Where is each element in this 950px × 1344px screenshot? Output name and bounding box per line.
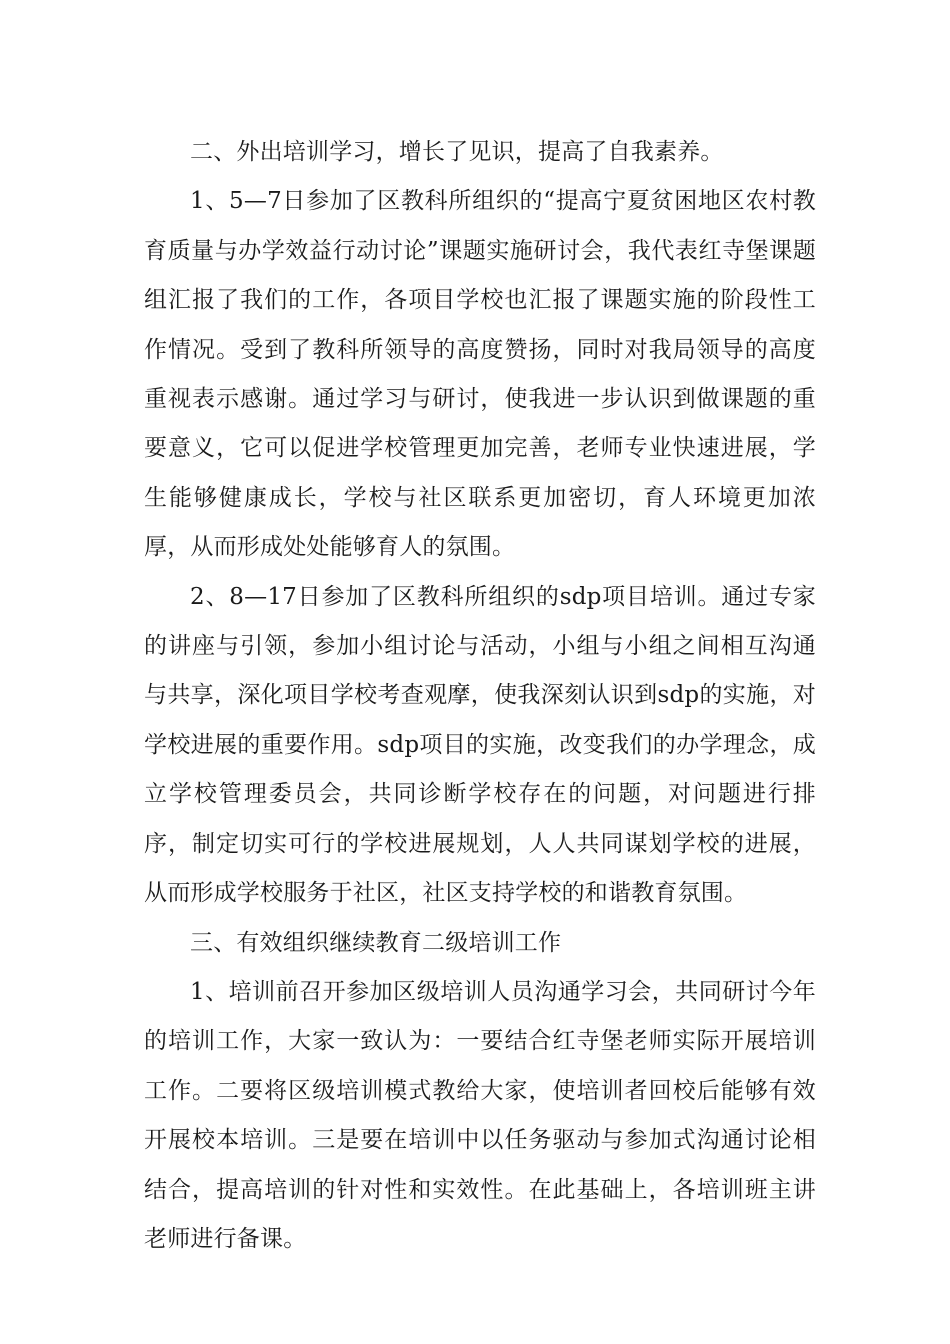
paragraph-item-2: 2、8—17日参加了区教科所组织的sdp项目培训。通过专家的讲座与引领，参加小组讨论与活动，小组与小组之间相互沟通与共享，深化项目学校考查观摩，使我深刻认识到sdp的实施，对学校进展的重要作用。sdp项目的实施，改变我们的办学理念，成立学校管理委员会，共同诊断学校存在的问题，对问题进行排序，制定切实可行的学校进展规划，人人共同谋划学校的进展，从而形成学校服务于社区，社区支持学校的和谐教育氛围。 — [144, 583, 816, 907]
section-heading-3: 三、有效组织继续教育二级培训工作 — [190, 929, 562, 956]
paragraph-item-3: 1、培训前召开参加区级培训人员沟通学习会，共同研讨今年的培训工作，大家一致认为：一要结合红寺堡老师实际开展培训工作。二要将区级培训模式教给大家，使培训者回校后能够有效开展校本培训。三是要在培训中以任务驱动与参加式沟通讨论相结合，提高培训的针对性和实效性。在此基础上，各培训班主讲老师进行备课。 — [144, 978, 816, 1252]
paragraph-item-1: 1、5—7日参加了区教科所组织的“提高宁夏贫困地区农村教育质量与办学效益行动讨论”课题实施研讨会，我代表红寺堡课题组汇报了我们的工作，各项目学校也汇报了课题实施的阶段性工作情况。受到了教科所领导的高度赞扬，同时对我局领导的高度重视表示感谢。通过学习与研讨，使我进一步认识到做课题的重要意义，它可以促进学校管理更加完善，老师专业快速进展，学生能够健康成长，学校与社区联系更加密切，育人环境更加浓厚，从而形成处处能够育人的氛围。 — [144, 188, 816, 561]
document-body — [144, 128, 816, 1264]
section-heading-2: 二、外出培训学习，增长了见识，提高了自我素养。 — [190, 139, 724, 165]
